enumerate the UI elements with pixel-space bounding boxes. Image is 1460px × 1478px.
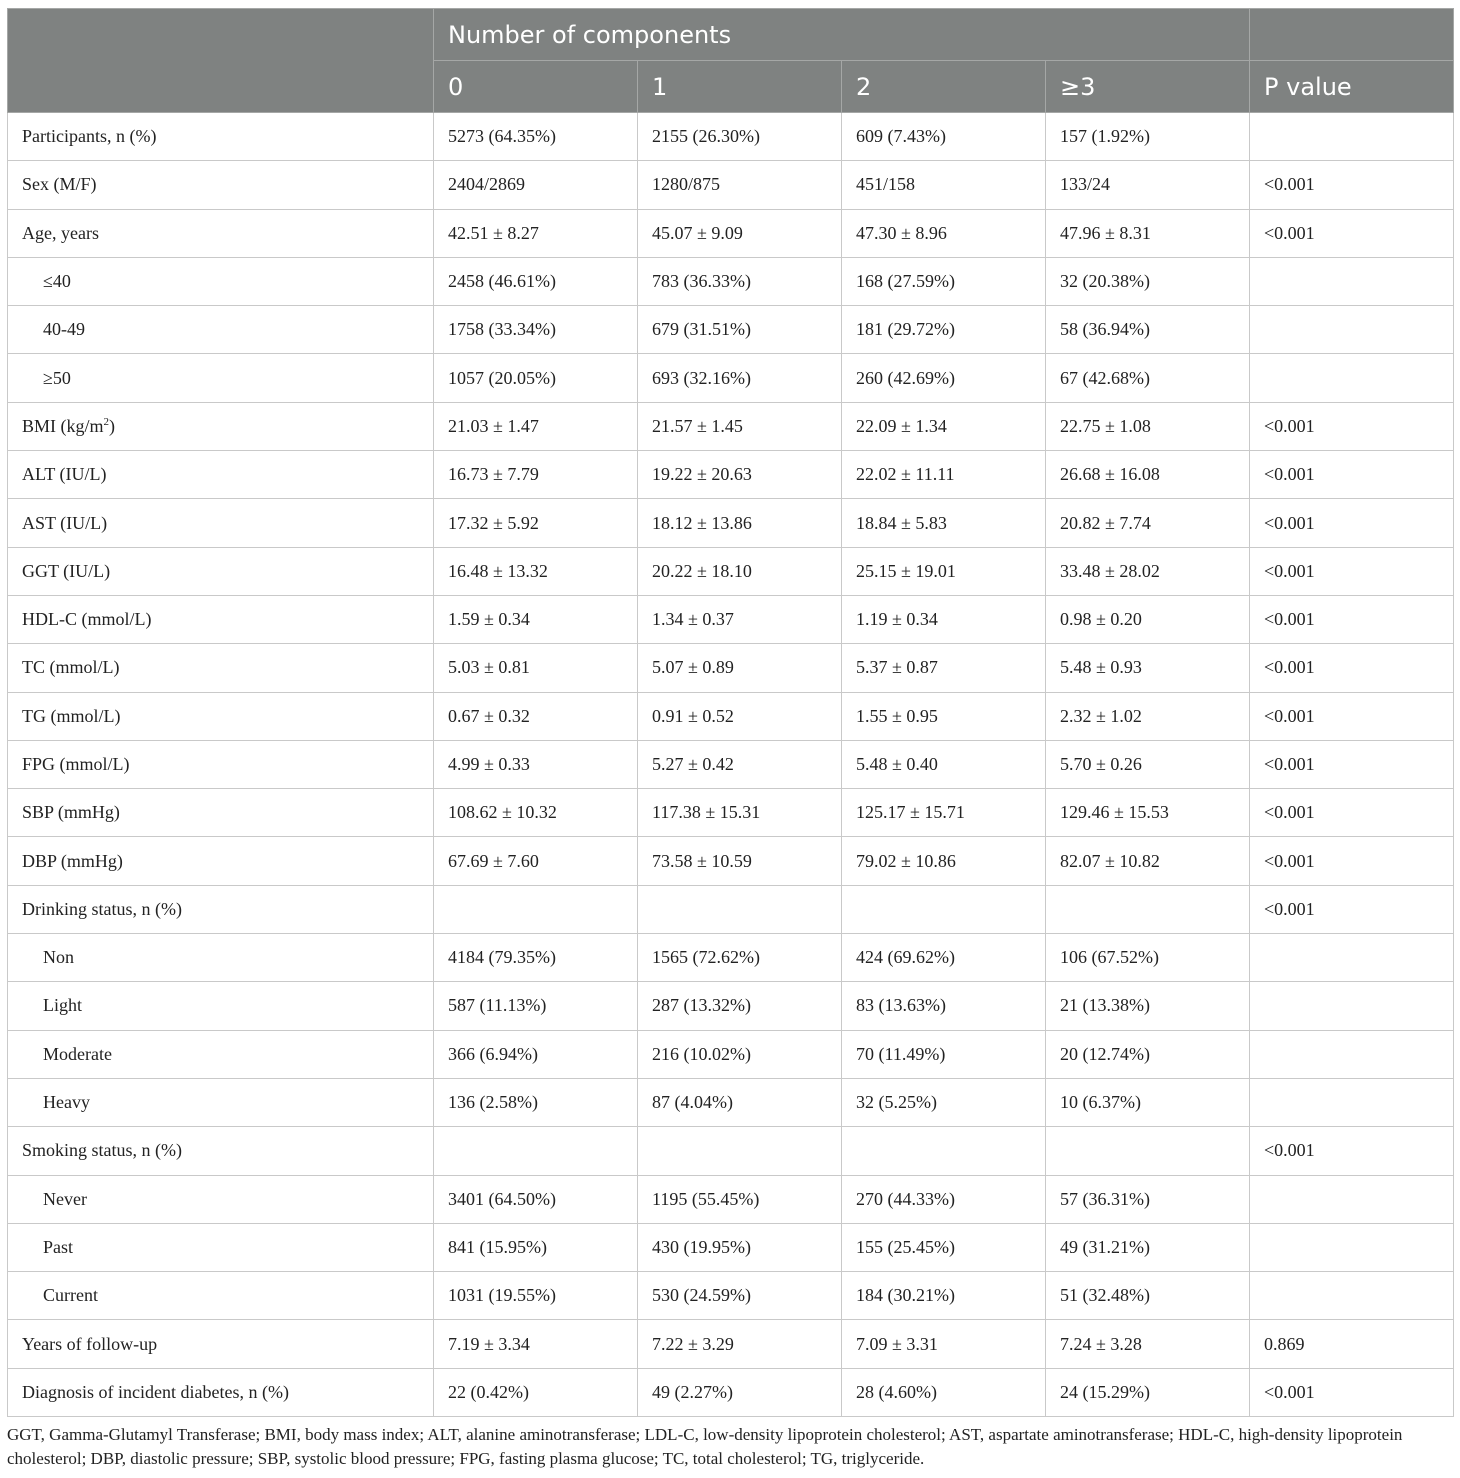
table-row	[8, 644, 1454, 692]
row-label	[8, 934, 434, 982]
value-cell: 57 (36.31%)	[1046, 1175, 1250, 1223]
row-label	[8, 209, 434, 257]
row-label-text: ≤40	[43, 271, 71, 292]
value-cell: 49 (31.21%)	[1046, 1223, 1250, 1271]
value-cell: 18.84 ± 5.83	[842, 499, 1046, 547]
row-label-text: SBP (mmHg)	[22, 802, 120, 823]
value-cell: 125.17 ± 15.71	[842, 789, 1046, 837]
value-cell: 22.02 ± 11.11	[842, 451, 1046, 499]
row-label-text: Past	[43, 1236, 74, 1257]
value-cell: 270 (44.33%)	[842, 1175, 1046, 1223]
table-row	[8, 451, 1454, 499]
table-row	[8, 595, 1454, 643]
value-cell: 1031 (19.55%)	[434, 1272, 638, 1320]
table-row	[8, 402, 1454, 450]
table-row	[8, 1030, 1454, 1078]
value-cell: 7.24 ± 3.28	[1046, 1320, 1250, 1368]
value-cell: 47.30 ± 8.96	[842, 209, 1046, 257]
row-label-text: Participants, n (%)	[22, 126, 157, 147]
value-cell: 260 (42.69%)	[842, 354, 1046, 402]
row-label	[8, 740, 434, 788]
row-label-text: ALT (IU/L)	[22, 464, 107, 485]
value-cell: 0.91 ± 0.52	[638, 692, 842, 740]
header-corner-cell	[8, 9, 434, 113]
row-label-text: Diagnosis of incident diabetes, n (%)	[22, 1381, 289, 1402]
value-cell: 2.32 ± 1.02	[1046, 692, 1250, 740]
p-value-cell: <0.001	[1250, 789, 1454, 837]
value-cell: 5.03 ± 0.81	[434, 644, 638, 692]
value-cell: 28 (4.60%)	[842, 1368, 1046, 1416]
value-cell: 693 (32.16%)	[638, 354, 842, 402]
value-cell: 21.03 ± 1.47	[434, 402, 638, 450]
value-cell: 1.19 ± 0.34	[842, 595, 1046, 643]
row-label	[8, 644, 434, 692]
row-label	[8, 257, 434, 305]
value-cell: 32 (20.38%)	[1046, 257, 1250, 305]
table-row	[8, 354, 1454, 402]
value-cell: 1.34 ± 0.37	[638, 595, 842, 643]
row-label	[8, 837, 434, 885]
value-cell: 16.48 ± 13.32	[434, 547, 638, 595]
value-cell: 7.19 ± 3.34	[434, 1320, 638, 1368]
value-cell	[638, 885, 842, 933]
value-cell: 155 (25.45%)	[842, 1223, 1046, 1271]
value-cell: 5.70 ± 0.26	[1046, 740, 1250, 788]
value-cell: 19.22 ± 20.63	[638, 451, 842, 499]
table-row	[8, 547, 1454, 595]
p-value-cell: <0.001	[1250, 692, 1454, 740]
value-cell: 25.15 ± 19.01	[842, 547, 1046, 595]
table-row	[8, 885, 1454, 933]
value-cell: 5.48 ± 0.93	[1046, 644, 1250, 692]
value-cell: 129.46 ± 15.53	[1046, 789, 1250, 837]
value-cell: 2404/2869	[434, 161, 638, 209]
p-value-cell: <0.001	[1250, 644, 1454, 692]
table-body	[8, 113, 1454, 1417]
p-value-cell	[1250, 1078, 1454, 1126]
value-cell	[1046, 885, 1250, 933]
value-cell: 530 (24.59%)	[638, 1272, 842, 1320]
value-cell: 1.59 ± 0.34	[434, 595, 638, 643]
row-label-text: Drinking status, n (%)	[22, 898, 182, 919]
value-cell: 45.07 ± 9.09	[638, 209, 842, 257]
value-cell: 424 (69.62%)	[842, 934, 1046, 982]
p-value-cell: <0.001	[1250, 837, 1454, 885]
row-label-text: HDL-C (mmol/L)	[22, 609, 152, 630]
value-cell: 82.07 ± 10.82	[1046, 837, 1250, 885]
p-value-cell	[1250, 1223, 1454, 1271]
p-value-cell: <0.001	[1250, 1368, 1454, 1416]
table-row	[8, 1320, 1454, 1368]
row-label	[8, 1272, 434, 1320]
row-label	[8, 595, 434, 643]
table-row	[8, 161, 1454, 209]
p-value-cell: <0.001	[1250, 740, 1454, 788]
value-cell: 587 (11.13%)	[434, 982, 638, 1030]
value-cell: 49 (2.27%)	[638, 1368, 842, 1416]
p-value-cell: <0.001	[1250, 499, 1454, 547]
p-value-cell: <0.001	[1250, 209, 1454, 257]
column-header-2: 2	[842, 61, 1046, 113]
value-cell: 108.62 ± 10.32	[434, 789, 638, 837]
value-cell: 136 (2.58%)	[434, 1078, 638, 1126]
value-cell: 1.55 ± 0.95	[842, 692, 1046, 740]
value-cell: 451/158	[842, 161, 1046, 209]
row-label	[8, 451, 434, 499]
row-label	[8, 1175, 434, 1223]
value-cell: 106 (67.52%)	[1046, 934, 1250, 982]
value-cell: 17.32 ± 5.92	[434, 499, 638, 547]
value-cell: 58 (36.94%)	[1046, 306, 1250, 354]
value-cell: 18.12 ± 13.86	[638, 499, 842, 547]
table-row	[8, 1127, 1454, 1175]
value-cell: 184 (30.21%)	[842, 1272, 1046, 1320]
table-container	[7, 8, 1453, 1417]
value-cell	[434, 1127, 638, 1175]
value-cell: 47.96 ± 8.31	[1046, 209, 1250, 257]
row-label-text: TC (mmol/L)	[22, 657, 120, 678]
value-cell: 4.99 ± 0.33	[434, 740, 638, 788]
value-cell: 16.73 ± 7.79	[434, 451, 638, 499]
p-value-cell: <0.001	[1250, 161, 1454, 209]
table-row	[8, 1223, 1454, 1271]
row-label	[8, 1368, 434, 1416]
value-cell: 83 (13.63%)	[842, 982, 1046, 1030]
row-label-text: ≥50	[43, 367, 71, 388]
value-cell: 67 (42.68%)	[1046, 354, 1250, 402]
p-value-cell: <0.001	[1250, 885, 1454, 933]
row-label-text: 40-49	[43, 319, 85, 340]
value-cell	[1046, 1127, 1250, 1175]
value-cell: 2155 (26.30%)	[638, 113, 842, 161]
value-cell: 22.09 ± 1.34	[842, 402, 1046, 450]
row-label-text: Sex (M/F)	[22, 174, 97, 195]
row-label-text: Smoking status, n (%)	[22, 1140, 182, 1161]
row-label-text: Age, years	[22, 222, 99, 243]
value-cell: 79.02 ± 10.86	[842, 837, 1046, 885]
row-label	[8, 1078, 434, 1126]
baseline-characteristics-table	[7, 8, 1454, 1417]
table-row	[8, 209, 1454, 257]
column-header-1: 1	[638, 61, 842, 113]
value-cell: 7.09 ± 3.31	[842, 1320, 1046, 1368]
table-row	[8, 1175, 1454, 1223]
value-cell: 26.68 ± 16.08	[1046, 451, 1250, 499]
table-row	[8, 837, 1454, 885]
value-cell: 22.75 ± 1.08	[1046, 402, 1250, 450]
p-value-cell: 0.869	[1250, 1320, 1454, 1368]
value-cell: 10 (6.37%)	[1046, 1078, 1250, 1126]
header-empty-cell	[1250, 9, 1454, 61]
value-cell: 4184 (79.35%)	[434, 934, 638, 982]
header-row-group	[8, 9, 1454, 61]
value-cell: 133/24	[1046, 161, 1250, 209]
row-label	[8, 692, 434, 740]
row-label-text: FPG (mmol/L)	[22, 754, 130, 774]
value-cell: 21.57 ± 1.45	[638, 402, 842, 450]
value-cell: 24 (15.29%)	[1046, 1368, 1250, 1416]
value-cell: 1195 (55.45%)	[638, 1175, 842, 1223]
p-value-cell: <0.001	[1250, 1127, 1454, 1175]
row-label-text: Heavy	[43, 1092, 90, 1113]
row-label	[8, 1127, 434, 1175]
row-label	[8, 1030, 434, 1078]
value-cell: 679 (31.51%)	[638, 306, 842, 354]
p-value-cell: <0.001	[1250, 595, 1454, 643]
value-cell: 73.58 ± 10.59	[638, 837, 842, 885]
table-header	[8, 9, 1454, 113]
value-cell: 609 (7.43%)	[842, 113, 1046, 161]
table-row	[8, 1272, 1454, 1320]
row-label-text: TG (mmol/L)	[22, 705, 121, 726]
row-label	[8, 402, 434, 450]
row-label	[8, 982, 434, 1030]
value-cell: 2458 (46.61%)	[434, 257, 638, 305]
value-cell: 157 (1.92%)	[1046, 113, 1250, 161]
p-value-cell: <0.001	[1250, 402, 1454, 450]
row-label-superscript: 2	[103, 415, 110, 428]
table-row	[8, 982, 1454, 1030]
table-row	[8, 789, 1454, 837]
value-cell: 1758 (33.34%)	[434, 306, 638, 354]
table-row	[8, 740, 1454, 788]
value-cell	[842, 885, 1046, 933]
value-cell: 32 (5.25%)	[842, 1078, 1046, 1126]
value-cell	[842, 1127, 1046, 1175]
value-cell: 1565 (72.62%)	[638, 934, 842, 982]
p-value-cell	[1250, 306, 1454, 354]
value-cell: 181 (29.72%)	[842, 306, 1046, 354]
table-footnote: GGT, Gamma-Glutamyl Transferase; BMI, body mass index; ALT, alanine aminotransferase; LDL-C, low-density lipoprotein cholesterol; AST, aspartate aminotransferase; HDL-C, high-density lipoprotein cholesterol; DBP, diastolic pressure; SBP, systolic blood pressure; FPG, fasting plasma glucose; TC, total cholesterol; TG, triglyceride.	[7, 1425, 1403, 1468]
row-label	[8, 547, 434, 595]
row-label-text: DBP (mmHg)	[22, 850, 123, 871]
value-cell	[638, 1127, 842, 1175]
row-label-suffix: )	[109, 415, 116, 436]
p-value-cell: <0.001	[1250, 547, 1454, 595]
row-label	[8, 499, 434, 547]
p-value-cell	[1250, 934, 1454, 982]
p-value-cell: <0.001	[1250, 451, 1454, 499]
value-cell: 841 (15.95%)	[434, 1223, 638, 1271]
p-value-cell	[1250, 113, 1454, 161]
value-cell: 70 (11.49%)	[842, 1030, 1046, 1078]
value-cell: 783 (36.33%)	[638, 257, 842, 305]
value-cell: 51 (32.48%)	[1046, 1272, 1250, 1320]
table-row	[8, 257, 1454, 305]
value-cell: 22 (0.42%)	[434, 1368, 638, 1416]
p-value-cell	[1250, 1175, 1454, 1223]
value-cell: 216 (10.02%)	[638, 1030, 842, 1078]
header-group-label: Number of components	[434, 9, 1250, 61]
value-cell: 42.51 ± 8.27	[434, 209, 638, 257]
row-label-text: BMI (kg/m	[22, 415, 104, 436]
value-cell: 5.37 ± 0.87	[842, 644, 1046, 692]
row-label	[8, 113, 434, 161]
value-cell	[434, 885, 638, 933]
row-label-text: GGT (IU/L)	[22, 560, 111, 581]
p-value-cell	[1250, 354, 1454, 402]
value-cell: 67.69 ± 7.60	[434, 837, 638, 885]
row-label-text: Years of follow-up	[22, 1333, 158, 1354]
column-header-p-value: P value	[1250, 61, 1454, 113]
value-cell: 117.38 ± 15.31	[638, 789, 842, 837]
table-row	[8, 499, 1454, 547]
value-cell: 0.98 ± 0.20	[1046, 595, 1250, 643]
p-value-cell	[1250, 257, 1454, 305]
value-cell: 5.27 ± 0.42	[638, 740, 842, 788]
value-cell: 287 (13.32%)	[638, 982, 842, 1030]
column-header-0: 0	[434, 61, 638, 113]
value-cell: 5273 (64.35%)	[434, 113, 638, 161]
row-label-text: Never	[43, 1188, 87, 1209]
p-value-cell	[1250, 1272, 1454, 1320]
table-row	[8, 113, 1454, 161]
column-header-3-plus: ≥3	[1046, 61, 1250, 113]
row-label	[8, 1223, 434, 1271]
value-cell: 0.67 ± 0.32	[434, 692, 638, 740]
value-cell: 1280/875	[638, 161, 842, 209]
p-value-cell	[1250, 1030, 1454, 1078]
row-label	[8, 161, 434, 209]
table-row	[8, 692, 1454, 740]
table-row	[8, 306, 1454, 354]
row-label	[8, 1320, 434, 1368]
table-row	[8, 934, 1454, 982]
row-label-text: Current	[43, 1285, 98, 1306]
value-cell: 168 (27.59%)	[842, 257, 1046, 305]
value-cell: 5.48 ± 0.40	[842, 740, 1046, 788]
p-value-cell	[1250, 982, 1454, 1030]
row-label-text: Light	[43, 995, 82, 1016]
value-cell: 21 (13.38%)	[1046, 982, 1250, 1030]
value-cell: 20.22 ± 18.10	[638, 547, 842, 595]
value-cell: 33.48 ± 28.02	[1046, 547, 1250, 595]
value-cell: 5.07 ± 0.89	[638, 644, 842, 692]
value-cell: 430 (19.95%)	[638, 1223, 842, 1271]
value-cell: 87 (4.04%)	[638, 1078, 842, 1126]
row-label	[8, 789, 434, 837]
value-cell: 20.82 ± 7.74	[1046, 499, 1250, 547]
row-label	[8, 354, 434, 402]
value-cell: 7.22 ± 3.29	[638, 1320, 842, 1368]
row-label-text: Non	[43, 947, 74, 968]
row-label	[8, 885, 434, 933]
value-cell: 3401 (64.50%)	[434, 1175, 638, 1223]
row-label-text: Moderate	[43, 1043, 112, 1064]
value-cell: 1057 (20.05%)	[434, 354, 638, 402]
table-row	[8, 1078, 1454, 1126]
value-cell: 366 (6.94%)	[434, 1030, 638, 1078]
table-row	[8, 1368, 1454, 1416]
row-label-text: AST (IU/L)	[22, 512, 108, 533]
value-cell: 20 (12.74%)	[1046, 1030, 1250, 1078]
row-label	[8, 306, 434, 354]
